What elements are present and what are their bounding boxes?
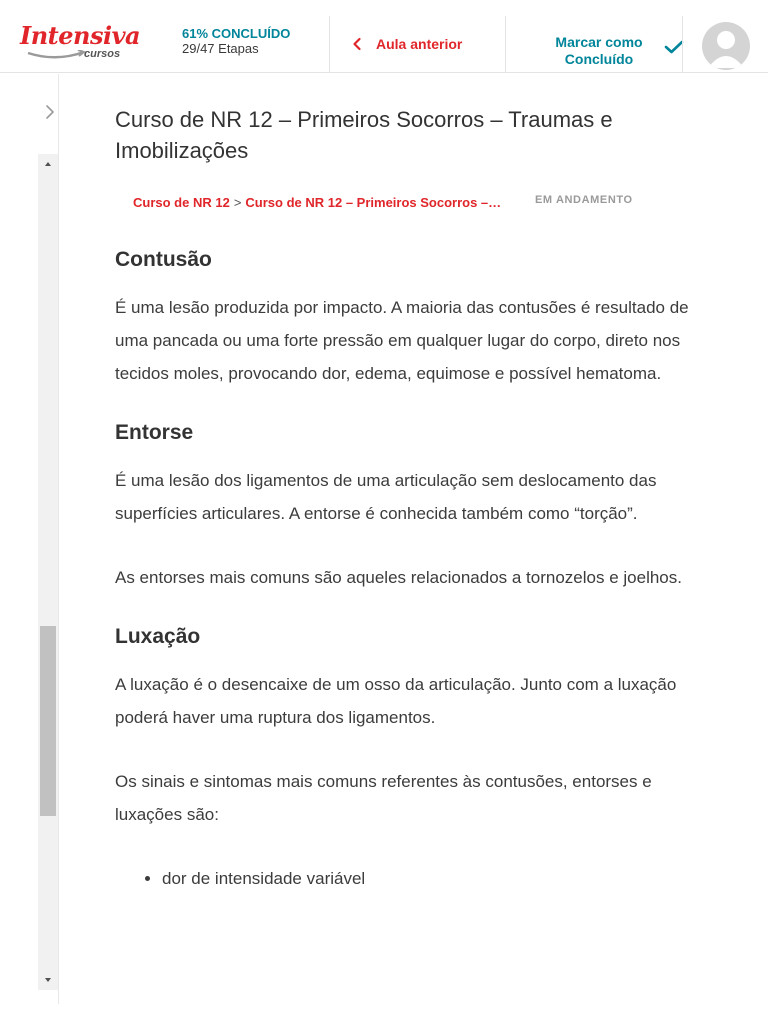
status-badge: EM ANDAMENTO — [535, 194, 633, 206]
intensiva-logo[interactable] — [20, 22, 140, 66]
chevron-left-icon — [352, 37, 362, 51]
previous-lesson-button[interactable] — [352, 30, 462, 58]
progress-steps: 29/47 Etapas — [182, 41, 259, 56]
scrollbar-thumb[interactable] — [40, 626, 56, 816]
progress-percent: 61% CONCLUÍDO — [182, 26, 291, 41]
mark-complete-button[interactable] — [546, 34, 686, 68]
sidebar-scrollbar[interactable] — [38, 154, 58, 990]
mark-complete-label: Marcar como Concluído — [555, 34, 643, 67]
previous-lesson-label: Aula anterior — [376, 36, 463, 52]
paragraph: É uma lesão dos ligamentos de uma articulação sem deslocamento das superfícies articulares. A entorse é conhecida também como “torção”. — [115, 471, 657, 523]
header-divider — [505, 16, 506, 72]
header-divider — [329, 16, 330, 72]
section-heading-luxacao: Luxação — [115, 625, 201, 648]
breadcrumb-row — [115, 188, 695, 218]
checkmark-icon — [664, 40, 684, 54]
logo-swoosh-icon — [26, 50, 86, 60]
course-progress — [182, 26, 290, 56]
triangle-up-icon — [38, 154, 58, 174]
sidebar-toggle-button[interactable] — [40, 102, 60, 122]
chevron-right-icon — [40, 102, 60, 122]
lesson-content — [115, 104, 695, 895]
paragraph: As entorses mais comuns são aqueles relacionados a tornozelos e joelhos. — [115, 568, 682, 587]
scroll-down-button[interactable] — [38, 970, 58, 990]
breadcrumb-separator: > — [233, 195, 242, 210]
paragraph: Os sinais e sintomas mais comuns referentes às contusões, entorses e luxações são: — [115, 772, 652, 824]
breadcrumb — [133, 195, 501, 210]
lesson-title: Curso de NR 12 – Primeiros Socorros – Traumas e Imobilizações — [115, 107, 613, 163]
header-divider — [682, 16, 683, 72]
list-item: • dor de intensidade variável — [162, 862, 695, 895]
section-heading-entorse: Entorse — [115, 421, 194, 444]
paragraph: É uma lesão produzida por impacto. A maioria das contusões é resultado de uma pancada ou uma forte pressão em qualquer lugar do corpo, direto nos tecidos moles, provocando dor, edema, equimose e possível hematoma. — [115, 298, 689, 383]
section-heading-contusao: Contusão — [115, 248, 212, 271]
user-avatar-icon[interactable] — [702, 22, 750, 70]
top-header — [0, 0, 768, 73]
scroll-up-button[interactable] — [38, 154, 58, 174]
breadcrumb-lesson-link[interactable]: Curso de NR 12 – Primeiros Socorros –… — [245, 195, 502, 210]
logo-wordmark: Intensiva — [20, 21, 141, 50]
logo-subtitle: cursos — [84, 48, 121, 60]
breadcrumb-course-link[interactable]: Curso de NR 12 — [133, 195, 230, 210]
paragraph: A luxação é o desencaixe de um osso da articulação. Junto com a luxação poderá haver uma ruptura dos ligamentos. — [115, 675, 677, 727]
symptoms-list — [115, 862, 695, 895]
triangle-down-icon — [38, 970, 58, 990]
sidebar-border — [58, 74, 59, 1004]
